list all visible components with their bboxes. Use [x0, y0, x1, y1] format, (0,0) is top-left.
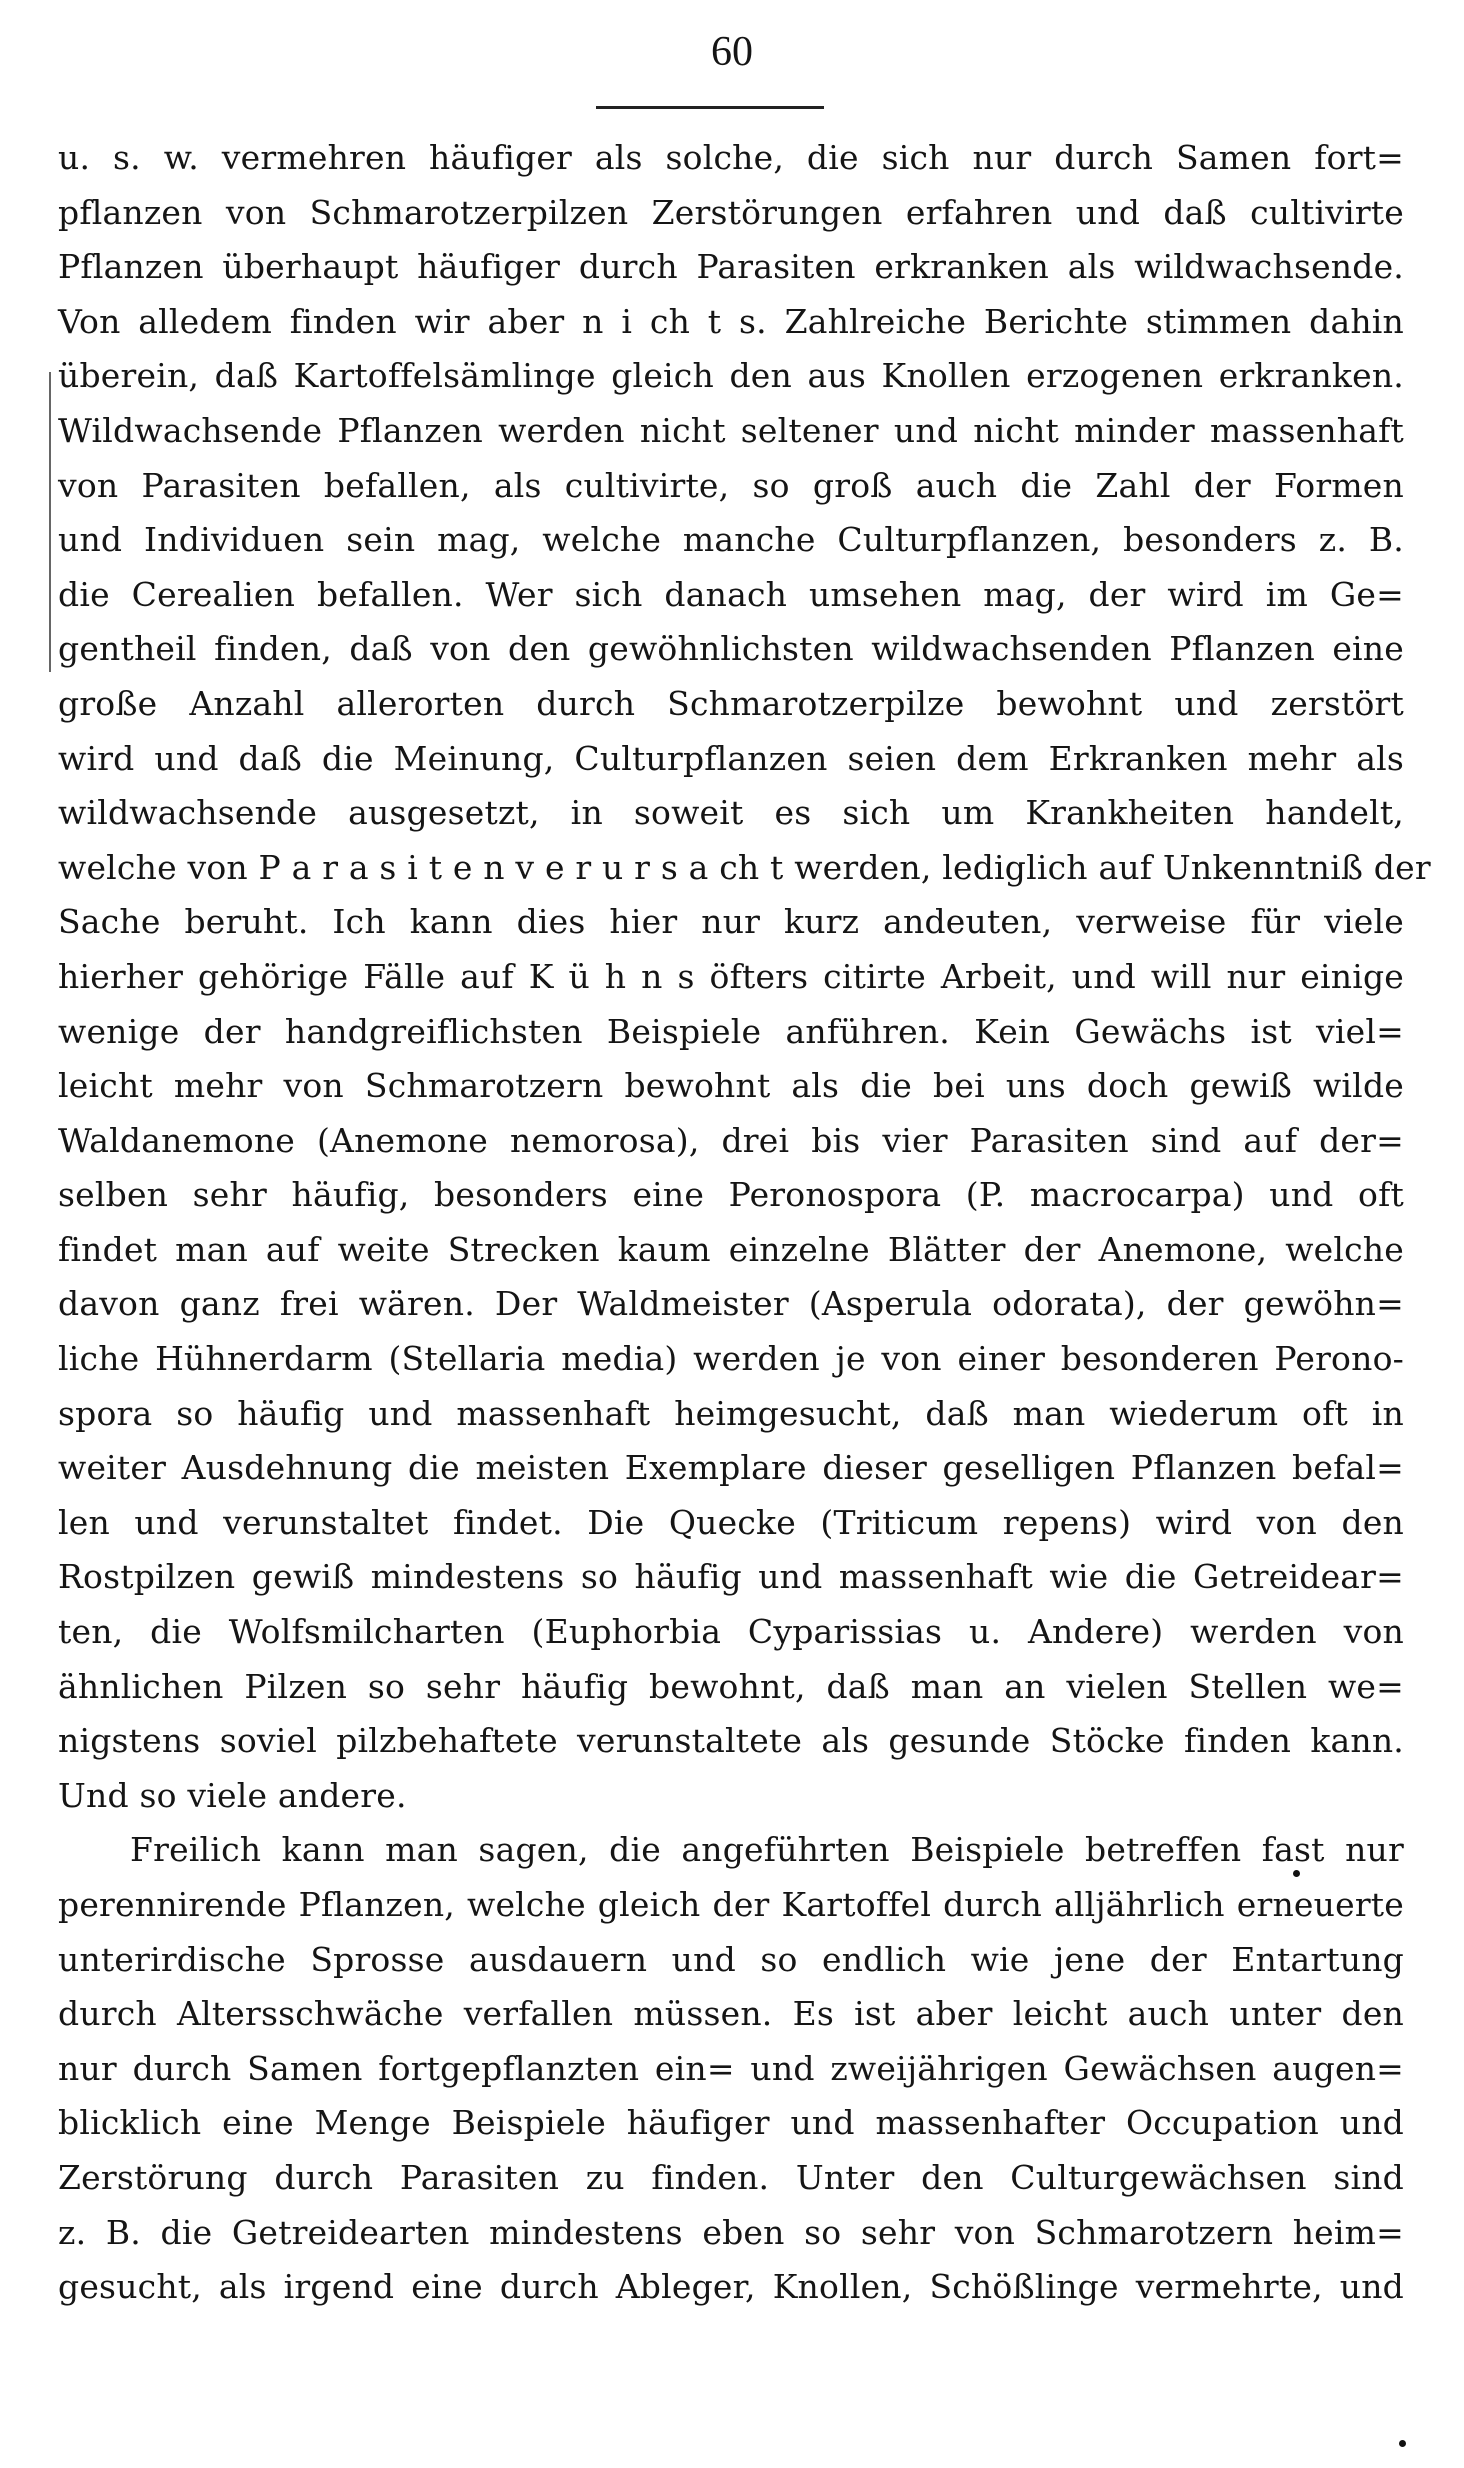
text-line: wenige der handgreiflichsten Beispiele anführen. Kein Gewächs ist viel=	[58, 1011, 1404, 1051]
text-line: Waldanemone (Anemone nemorosa), drei bis vier Parasiten sind auf der=	[58, 1120, 1404, 1160]
body-text	[58, 131, 1431, 2315]
text-line: Rostpilzen gewiß mindestens so häufig und massenhaft wie die Getreidear=	[58, 1557, 1404, 1597]
text-line: Wildwachsende Pflanzen werden nicht seltener und nicht minder massenhaft	[58, 410, 1404, 450]
text-line: wildwachsende ausgesetzt, in soweit es sich um Krankheiten handelt,	[58, 793, 1404, 833]
text-line: blicklich eine Menge Beispiele häufiger und massenhafter Occupation und	[58, 2103, 1404, 2143]
text-line: von Parasiten befallen, als cultivirte, so groß auch die Zahl der Formen	[58, 465, 1404, 505]
text-line: die Cerealien befallen. Wer sich danach umsehen mag, der wird im Ge=	[58, 574, 1404, 614]
text-line: überein, daß Kartoffelsämlinge gleich den aus Knollen erzogenen erkranken.	[58, 356, 1404, 396]
text-line: nigstens soviel pilzbehaftete verunstaltete als gesunde Stöcke finden kann.	[58, 1721, 1404, 1761]
ink-speck	[1399, 2440, 1406, 2447]
text-line: ten, die Wolfsmilcharten (Euphorbia Cyparissias u. Andere) werden von	[58, 1612, 1404, 1652]
text-line: selben sehr häufig, besonders eine Peronospora (P. macrocarpa) und oft	[58, 1175, 1404, 1215]
text-line: pflanzen von Schmarotzerpilzen Zerstörungen erfahren und daß cultivirte	[58, 192, 1404, 232]
text-line: liche Hühnerdarm (Stellaria media) werden je von einer besonderen Perono-	[58, 1339, 1404, 1379]
page-number: 60	[711, 29, 753, 75]
text-line: len und verunstaltet findet. Die Quecke (Triticum repens) wird von den	[58, 1502, 1404, 1542]
text-line: perennirende Pflanzen, welche gleich der Kartoffel durch alljährlich erneuerte	[58, 1885, 1404, 1924]
text-line: gesucht, als irgend eine durch Ableger, Knollen, Schößlinge vermehrte, und	[58, 2267, 1404, 2307]
text-line: und Individuen sein mag, welche manche Culturpflanzen, besonders z. B.	[58, 520, 1404, 560]
text-line: z. B. die Getreidearten mindestens eben so sehr von Schmarotzern heim=	[58, 2212, 1404, 2252]
margin-mark	[49, 372, 51, 672]
text-line: gentheil finden, daß von den gewöhnlichsten wildwachsenden Pflanzen eine	[58, 629, 1404, 669]
text-line: Von alledem finden wir aber n i ch t s. Zahlreiche Berichte stimmen dahin	[58, 301, 1404, 341]
text-line: Sache beruht. Ich kann dies hier nur kurz andeuten, verweise für viele	[58, 902, 1404, 942]
text-line: Pflanzen überhaupt häufiger durch Parasiten erkranken als wildwachsende.	[58, 247, 1404, 287]
text-line: Und so viele andere.	[58, 1775, 407, 1815]
ink-speck	[1293, 1870, 1300, 1877]
text-line: Freilich kann man sagen, die angeführten Beispiele betreffen fast nur	[130, 1830, 1404, 1870]
text-line: durch Altersschwäche verfallen müssen. Es ist aber leicht auch unter den	[58, 1994, 1404, 2034]
text-line: unterirdische Sprosse ausdauern und so endlich wie jene der Entartung	[58, 1939, 1404, 1979]
text-line: welche von P a r a s i t e n v e r u r s a ch t werden, lediglich auf Unkenntniß der	[58, 847, 1431, 887]
text-line: weiter Ausdehnung die meisten Exemplare dieser geselligen Pflanzen befal=	[58, 1448, 1404, 1488]
text-line: spora so häufig und massenhaft heimgesucht, daß man wiederum oft in	[58, 1393, 1404, 1433]
text-line: leicht mehr von Schmarotzern bewohnt als die bei uns doch gewiß wilde	[58, 1066, 1404, 1106]
header-rule	[596, 106, 824, 109]
text-line: findet man auf weite Strecken kaum einzelne Blätter der Anemone, welche	[58, 1229, 1404, 1269]
text-line: u. s. w. vermehren häufiger als solche, die sich nur durch Samen fort=	[58, 138, 1404, 177]
text-line: Zerstörung durch Parasiten zu finden. Unter den Culturgewächsen sind	[58, 2157, 1404, 2197]
text-line: nur durch Samen fortgepflanzten ein= und zweijährigen Gewächsen augen=	[58, 2048, 1404, 2088]
text-line: ähnlichen Pilzen so sehr häufig bewohnt, daß man an vielen Stellen we=	[58, 1666, 1404, 1706]
text-line: davon ganz frei wären. Der Waldmeister (Asperula odorata), der gewöhn=	[58, 1284, 1404, 1324]
text-line: hierher gehörige Fälle auf K ü h n s öfters citirte Arbeit, und will nur einige	[58, 956, 1404, 996]
text-line: große Anzahl allerorten durch Schmarotzerpilze bewohnt und zerstört	[58, 683, 1404, 723]
text-line: wird und daß die Meinung, Culturpflanzen seien dem Erkranken mehr als	[58, 738, 1404, 778]
